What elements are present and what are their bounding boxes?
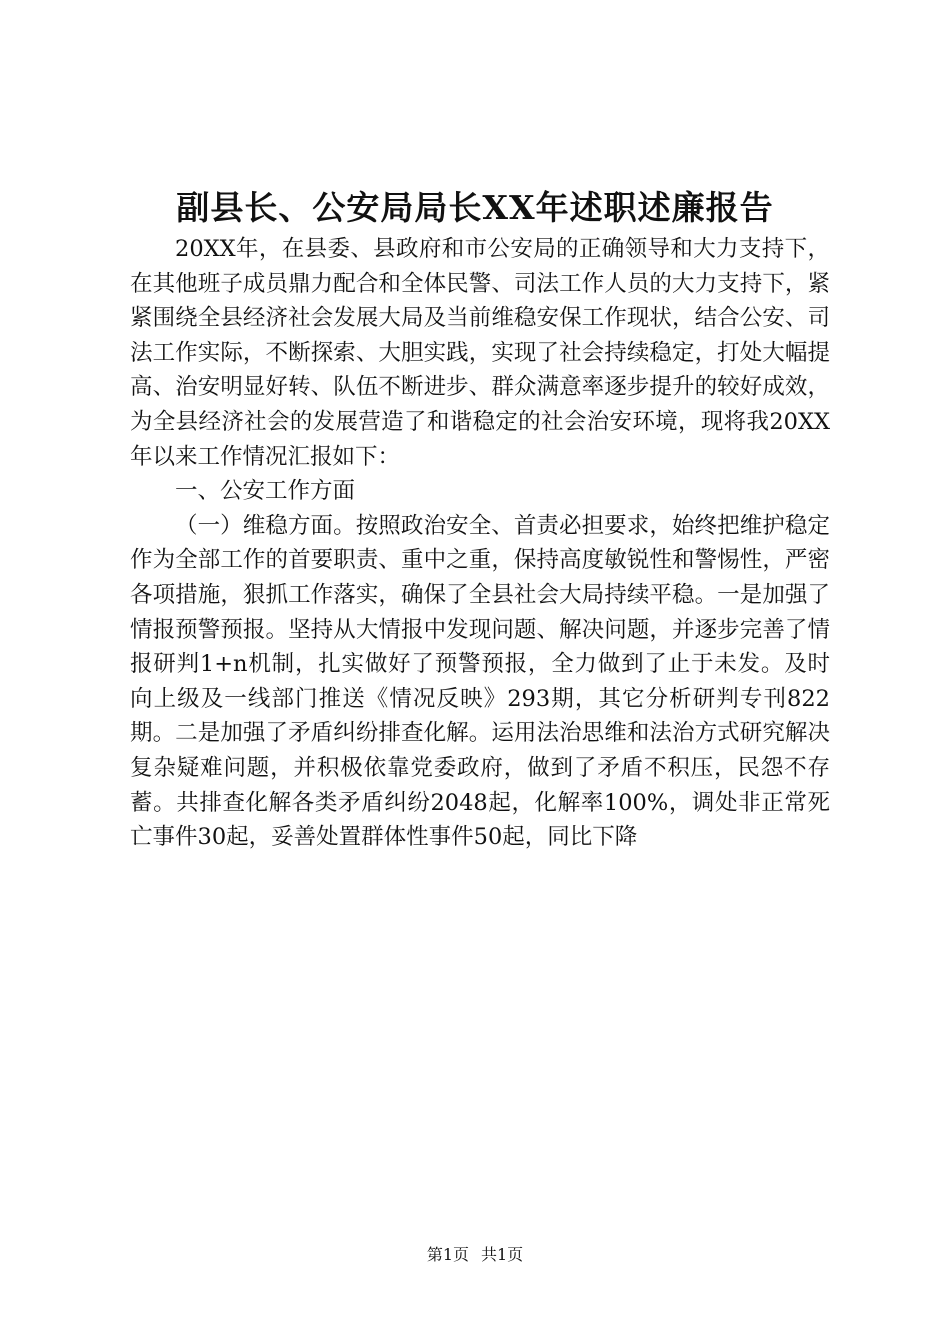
intro-paragraph: 20XX年，在县委、县政府和市公安局的正确领导和大力支持下，在其他班子成员鼎力配合和全体民警、司法工作人员的大力支持下，紧紧围绕全县经济社会发展大局及当前维稳安保工作现状，结合公安、司法工作实际，不断探索、大胆实践，实现了社会持续稳定，打处大幅提高、治安明显好转、队伍不断进步、群众满意率逐步提升的较好成效，为全县经济社会的发展营造了和谐稳定的社会治安环境，现将我20XX年以来工作情况汇报如下： — [130, 236, 830, 470]
page-footer — [0, 1243, 950, 1267]
page-total: 共1页 — [481, 1245, 524, 1264]
document-body — [130, 232, 830, 855]
section-heading: 一、公安工作方面 — [175, 478, 356, 505]
page-number: 第1页 — [426, 1245, 469, 1264]
stability-paragraph: （一）维稳方面。按照政治安全、首责必担要求，始终把维护稳定作为全部工作的首要职责、重中之重，保持高度敏锐性和警惕性，严密各项措施，狠抓工作落实，确保了全县社会大局持续平稳。一是加强了情报预警预报。坚持从大情报中发现问题、解决问题，并逐步完善了情报研判1+n机制，扎实做好了预警预报，全力做到了止于未发。及时向上级及一线部门推送《情况反映》293期，其它分析研判专刊822期。二是加强了矛盾纠纷排查化解。运用法治思维和法治方式研究解决复杂疑难问题，并积极依靠党委政府，做到了矛盾不积压，民怨不存蓄。共排查化解各类矛盾纠纷2048起，化解率100%，调处非正常死亡事件30起，妥善处置群体性事件50起，同比下降 — [130, 512, 830, 851]
document-title: 副县长、公安局局长XX年述职述廉报告 — [176, 188, 774, 227]
